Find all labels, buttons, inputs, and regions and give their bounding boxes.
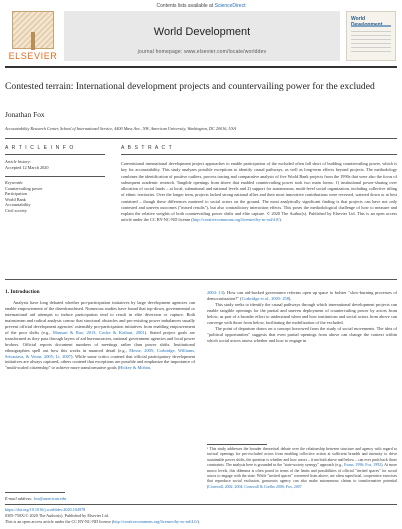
cover-title: World <box>351 16 366 22</box>
abstract-heading: A B S T R A C T <box>121 145 173 151</box>
keyword: Countervailing power <box>5 185 43 191</box>
open-access-line <box>5 519 397 525</box>
abstract-text: Conventional international development project approaches to enable participation of the excluded often fall short of building countervailing power, which is key for accountability. This study analyzes possible exceptions to identify causal pathways, as well as long-term effects beyond projects. The methodology combines the identification of positive outliers, process tracing and comparative analysis of five World Bank projects from the 1990s that were also the focus of subsequent academic research. Tangible openings from above that enabled countervailing power took two main forms: 1) institutional power-sharing over allocation of social funds – at local, subnational and national levels and 2) support for autonomous, multi-level social organization, including collective titling of ethnic territories. Over the longer term, projects lacked strong national allies and their most innovative contributions were reversed, watered down or at best contained – though these differences mattered to social actors on the ground. The most analytically significant finding is that projects can have not only contested and uneven outcomes ("mixed results"), but also contradictory interaction effects. This poses the methodological challenge of how to measure and explain the relative weights of both countervailing power shifts and elite capture. <box>121 161 397 216</box>
footnote-text: ). At more macro levels, this dilemma is often posed in terms of the limits and possibilities of official "invited spaces" for social actors to engage with the state. While "invited spaces" convened from above, are often superficial, cooperative exercises that reproduce social exclusion, grassroots agency can also make autonomous claims to transformative potential ( <box>207 463 398 489</box>
citation-link[interactable]: Evans, 1996; Fox, 1992 <box>343 463 382 468</box>
article-info-rule <box>5 154 105 155</box>
cover-bar <box>351 25 391 27</box>
license-link[interactable]: http://creativecommons.org/licenses/by-nc-nd/4.0/ <box>192 217 280 223</box>
oa-text: This is an open access article under the CC BY-NC-ND license ( <box>5 519 114 524</box>
intro-continued <box>207 290 397 302</box>
intro-paragraph: This study seeks to identify the causal pathways through which international development projects can enable tangible openings for the partial and uneven deployment of countervailing power by actors from below, as part of a broader effort to understand when and how institutions and social actors from above can converge with those from below, facilitating the mobilization of the excluded. <box>207 301 397 325</box>
cover-text-lines <box>351 31 391 54</box>
intro-text: ). <box>288 295 292 301</box>
body-left-column <box>5 290 195 371</box>
footnote <box>207 447 397 490</box>
elsevier-tree-icon <box>12 11 54 49</box>
intro-text: ). Stated project goals are transformed as they pass through layers of aid bureaucracies, national government agencies and local power brokers. Official reports document numbers of meetings rather than power shifts. Institutional ethnographies spell out how this works in nuanced detail (e.g., <box>5 329 195 353</box>
keywords-label: Keywords: <box>5 180 24 185</box>
abstract-rule <box>121 154 397 155</box>
author-affiliation: Accountability Research Center, School of International Service, 4400 Mass Ave., NW, American University, Washington, DC 20016, USA <box>5 126 237 131</box>
elsevier-logo <box>4 11 62 61</box>
abstract-bottom-rule <box>5 279 397 280</box>
journal-band <box>64 11 340 61</box>
keyword: Participation <box>5 191 27 197</box>
footnote-text: ¹ This study addresses the broader theoretical debate over the relationship between structure and agency with regard to tactical openings for pro-excluded actors from enabling collective action at sufficient breadth and intensity to drive sustainable power shifts, the question is whether and how actors – from both above and below – can ever push back those constraints. The analysis here is grounded in the "state-society synergy" approach (e.g., <box>207 447 397 468</box>
intro-paragraph <box>5 300 195 371</box>
contents-note <box>0 3 402 9</box>
body-right-column <box>207 290 397 344</box>
history-label: Article history: <box>5 159 32 164</box>
abstract-body <box>121 161 397 224</box>
journal-cover-thumbnail <box>346 11 396 61</box>
citation-link[interactable]: Cornwall, 2002; 2004; Cornwall & Coelho 2006; Fox, 2007 <box>208 484 302 489</box>
citation-link[interactable]: Mosse, 2005; Corbridge, Williams, Srivastava, & Veron, 2005; Li, 2007 <box>5 347 195 359</box>
oa-text: ). <box>197 519 201 524</box>
doi-link[interactable]: https://doi.org/10.1016/j.worlddev.2020.104978 <box>5 507 86 512</box>
keyword: Accountability <box>5 202 31 208</box>
elsevier-wordmark: ELSEVIER <box>8 51 58 61</box>
citation-link[interactable]: 2004: 13 <box>207 290 223 295</box>
introduction-heading: 1. Introduction <box>5 289 40 295</box>
header-divider <box>5 66 397 68</box>
issn-line: 0305-750X/© 2020 The Author(s). Published by Elsevier Ltd. <box>5 513 109 518</box>
email-label: E-mail address: <box>5 496 33 501</box>
contents-note-text: Contents lists available at <box>156 3 214 9</box>
article-title: Contested terrain: International development projects and countervailing power for the excluded <box>5 81 375 92</box>
oa-license-link[interactable]: http://creativecommons.org/licenses/by-nc-nd/4.0/ <box>113 519 198 524</box>
history-rule <box>5 176 105 177</box>
email-link[interactable]: fox@american.edu <box>33 496 67 501</box>
keyword: World Bank <box>5 196 26 202</box>
bottom-rule <box>5 504 397 505</box>
intro-text: Analysts have long debated whether pro-participation initiatives by large development agencies can enable empowerment of the disenfranchised. Numerous studies have found that top-down, governmental or international aid attempts to induce participation tend to result in elite diversion or capture. Both mainstream and radical analysts concur that structural obstacles and pro-existing power imbalances usually prevent official development agencies' ostensibly pro-participation initiatives from enabling empowerment of the poor shifts (e.g., <box>5 299 195 335</box>
intro-text: ). While some critics contend that official participatory development initiatives are always captured, others contend that exceptions are possible and emphasize the importance of "multi-scaled citizenship" to achieve more transformative goals ( <box>5 353 195 371</box>
bottom-metadata <box>5 507 397 525</box>
correspondence-email <box>5 496 66 501</box>
accepted-date: Accepted 12 March 2020 <box>5 164 49 170</box>
sciencedirect-link[interactable]: ScienceDirect <box>214 3 246 9</box>
license-prefix: © 2020 The Author(s). Published by Elsevier Ltd. This is an open access article under the CC BY-NC-ND license ( <box>121 211 397 223</box>
title-divider <box>5 138 397 139</box>
footnote-rule <box>207 444 267 445</box>
citation-link[interactable]: Corbridge et al., 2005: 258 <box>241 295 289 301</box>
intro-paragraph: The point of departure draws on a concept borrowed from the study of social movements. The idea of "political opportunities" suggests that even partial openings from above can change the context within which social actors assess whether and how to engage in <box>207 325 397 343</box>
article-history <box>5 159 105 170</box>
author-name[interactable]: Jonathan Fox <box>5 110 45 119</box>
journal-homepage[interactable]: journal homepage: www.elsevier.com/locate/worlddev <box>137 49 267 55</box>
keyword: Civil society <box>5 207 27 213</box>
correspondence-rule <box>5 492 65 493</box>
intro-text: ). How can aid-backed governance reforms open up space to bolster "slow-burning processes of democratization?" ( <box>207 290 397 301</box>
license-suffix: ). <box>279 217 282 223</box>
journal-title: World Development <box>153 26 251 38</box>
citation-link[interactable]: Hickey & Mohan, <box>119 365 151 371</box>
article-info-heading: A R T I C L E I N F O <box>5 145 75 151</box>
keywords-block <box>5 180 105 214</box>
journal-header <box>0 0 402 70</box>
citation-link[interactable]: Mansuri & Rao, 2013; Cooke & Kothari, 2001 <box>52 329 145 335</box>
